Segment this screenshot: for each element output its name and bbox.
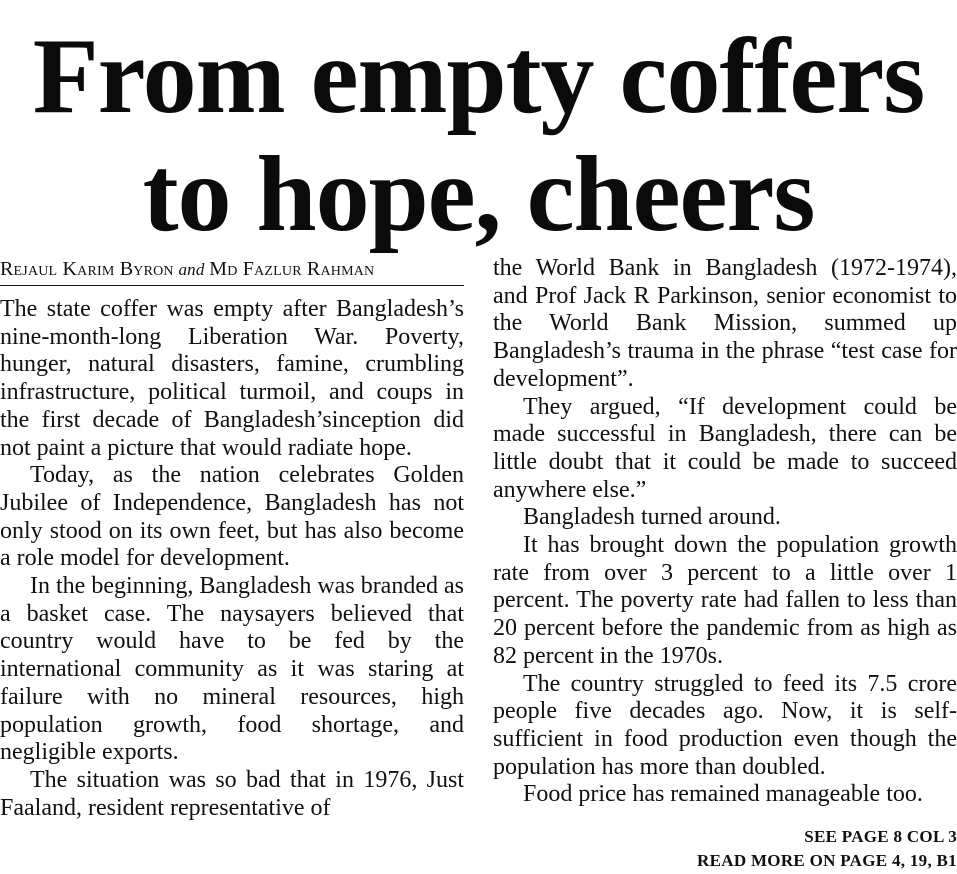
article-column-right	[493, 255, 957, 809]
paragraph-2: Today, as the nation celebrates Golden Jubilee of Independence, Bangladesh has not only stood on its own feet, but has also become a role model for development.	[0, 462, 464, 572]
read-more-ref: READ MORE ON PAGE 4, 19, B1	[697, 851, 957, 870]
paragraph-4: The situation was so bad that in 1976, Just Faaland, resident representative of	[0, 766, 464, 821]
article-column-left	[0, 255, 464, 822]
see-page-ref: SEE PAGE 8 COL 3	[804, 827, 957, 846]
paragraph-6: They argued, “If development could be made successful in Bangladesh, there can be little doubt that it could be made to succeed anywhere else.”	[493, 393, 957, 503]
page-references	[697, 825, 957, 873]
paragraph-5: the World Bank in Bangladesh (1972-1974), and Prof Jack R Parkinson, senior economist to the World Bank Mission, summed up Bangladesh’s trauma in the phrase “test case for development”.	[493, 255, 957, 392]
headline-line-2: to hope, cheers	[142, 135, 815, 254]
paragraph-8: It has brought down the population growth rate from over 3 percent to a little over 1 percent. The poverty rate had fallen to less than 20 percent before the pandemic from as high as 82 percent in the 1970s.	[493, 532, 957, 669]
byline-conjunction: and	[178, 260, 205, 279]
paragraph-3: In the beginning, Bangladesh was branded as a basket case. The naysayers believed that country would have to be fed by the international community as it was staring at failure with no mineral resources, high population growth, food shortage, and negligible exports.	[0, 573, 464, 766]
paragraph-7: Bangladesh turned around.	[523, 504, 781, 531]
paragraph-10: Food price has remained manageable too.	[523, 781, 923, 808]
paragraph-1: The state coffer was empty after Bangladesh’s nine-month-long Liberation War. Poverty, hunger, natural disasters, famine, crumbling infrastructure, political turmoil, and coups in the first decade of Bangladesh’sinception did not paint a picture that would radiate hope.	[0, 296, 464, 461]
byline	[0, 255, 464, 286]
byline-author-1: Rejaul Karim Byron	[0, 258, 174, 280]
headline-line-1: From empty coffers	[32, 17, 925, 136]
byline-author-2: Md Fazlur Rahman	[209, 258, 375, 280]
headline	[0, 18, 957, 254]
paragraph-9: The country struggled to feed its 7.5 crore people five decades ago. Now, it is self-sufficient in food production even though the population has more than doubled.	[493, 670, 957, 780]
